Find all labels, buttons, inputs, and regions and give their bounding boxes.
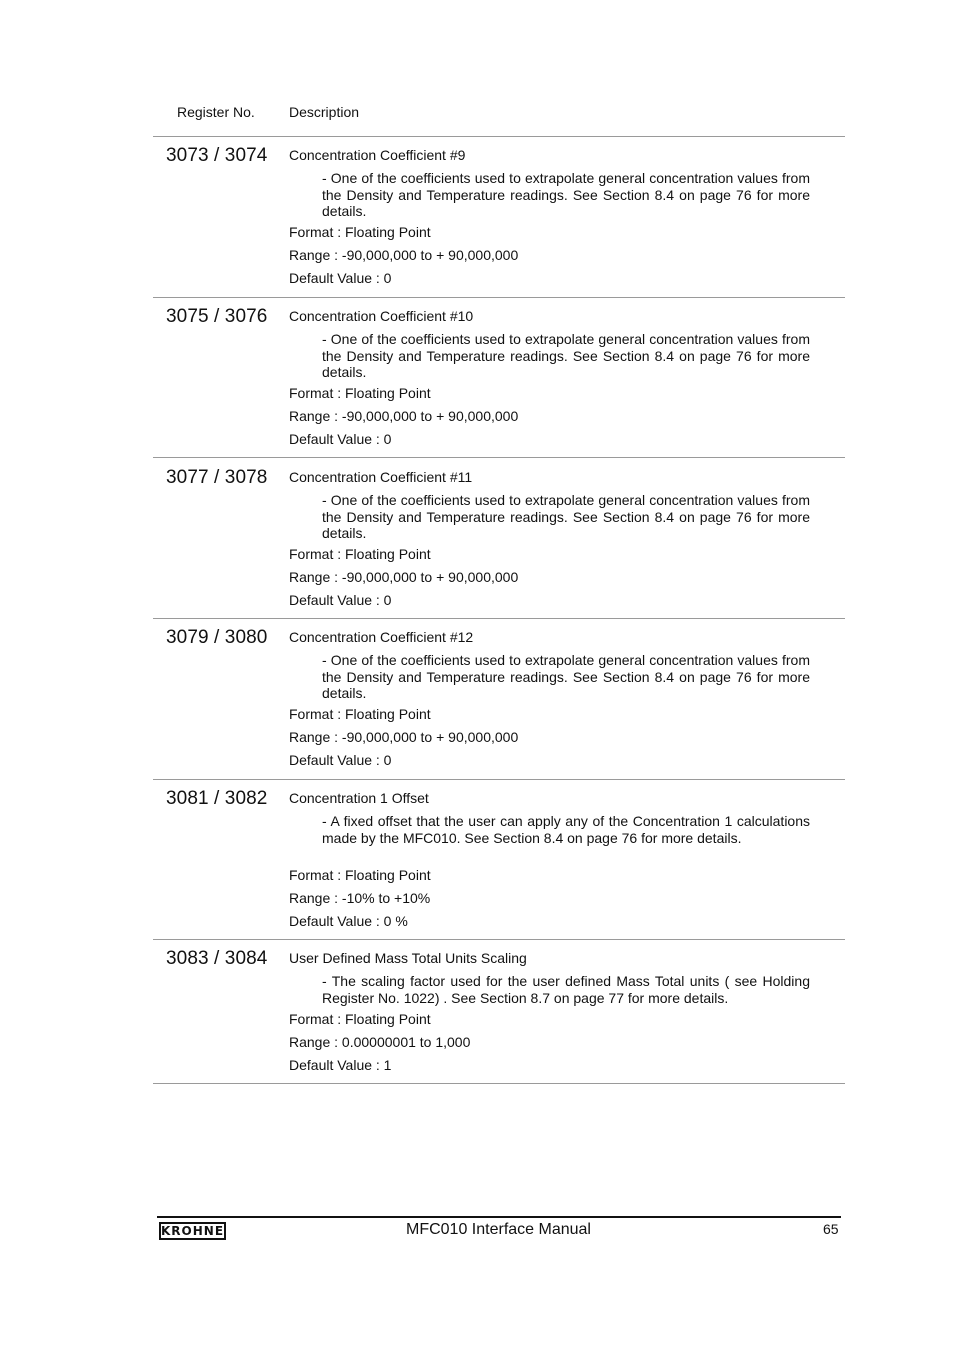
register-format: Format : Floating Point: [289, 867, 431, 883]
krohne-logo: KROHNE: [161, 1224, 225, 1238]
register-format: Format : Floating Point: [289, 224, 431, 240]
register-default: Default Value : 0: [289, 592, 392, 608]
register-number: 3083 / 3084: [166, 948, 268, 969]
register-title: Concentration Coefficient #12: [289, 629, 474, 645]
register-range: Range : -90,000,000 to + 90,000,000: [289, 569, 519, 585]
footer-divider: [157, 1216, 841, 1218]
entry-divider: [153, 618, 845, 619]
register-description: - One of the coefficients used to extrapolate general concentration values from the Density and Temperature readings. See Section 8.4 on page 76 for more details.: [322, 170, 810, 219]
register-default: Default Value : 0: [289, 752, 392, 768]
entry-divider: [153, 779, 845, 780]
register-format: Format : Floating Point: [289, 706, 431, 722]
register-format: Format : Floating Point: [289, 546, 431, 562]
entry-divider: [153, 297, 845, 298]
register-range: Range : -10% to +10%: [289, 890, 431, 906]
register-title: Concentration Coefficient #10: [289, 308, 474, 324]
register-title: Concentration 1 Offset: [289, 790, 429, 806]
register-default: Default Value : 0: [289, 270, 392, 286]
table-bottom-divider: [153, 1083, 845, 1084]
register-number: 3081 / 3082: [166, 788, 268, 809]
register-description: - One of the coefficients used to extrapolate general concentration values from the Density and Temperature readings. See Section 8.4 on page 76 for more details.: [322, 652, 810, 701]
register-range: Range : -90,000,000 to + 90,000,000: [289, 729, 519, 745]
register-default: Default Value : 0 %: [289, 913, 408, 929]
register-range: Range : 0.00000001 to 1,000: [289, 1034, 471, 1050]
register-number: 3079 / 3080: [166, 627, 268, 648]
register-default: Default Value : 0: [289, 431, 392, 447]
register-range: Range : -90,000,000 to + 90,000,000: [289, 408, 519, 424]
register-description: - One of the coefficients used to extrapolate general concentration values from the Density and Temperature readings. See Section 8.4 on page 76 for more details.: [322, 331, 810, 380]
register-description: - The scaling factor used for the user defined Mass Total units ( see Holding Register No. 1022) . See Section 8.7 on page 77 for more details.: [322, 973, 810, 1006]
header-divider: [153, 136, 845, 137]
column-header-register: Register No.: [177, 104, 255, 120]
register-default: Default Value : 1: [289, 1057, 392, 1073]
register-number: 3075 / 3076: [166, 306, 268, 327]
register-title: User Defined Mass Total Units Scaling: [289, 950, 527, 966]
column-header-description: Description: [289, 104, 360, 120]
register-description: - A fixed offset that the user can apply any of the Concentration 1 calculations made by the MFC010. See Section 8.4 on page 76 for more details.: [322, 813, 810, 846]
register-format: Format : Floating Point: [289, 385, 431, 401]
register-title: Concentration Coefficient #11: [289, 469, 473, 485]
register-number: 3073 / 3074: [166, 145, 268, 166]
entry-divider: [153, 939, 845, 940]
register-range: Range : -90,000,000 to + 90,000,000: [289, 247, 519, 263]
manual-title: MFC010 Interface Manual: [406, 1221, 591, 1238]
entry-divider: [153, 457, 845, 458]
register-title: Concentration Coefficient #9: [289, 147, 466, 163]
register-number: 3077 / 3078: [166, 467, 268, 488]
register-format: Format : Floating Point: [289, 1011, 431, 1027]
page-number: 65: [823, 1221, 839, 1237]
register-description: - One of the coefficients used to extrapolate general concentration values from the Density and Temperature readings. See Section 8.4 on page 76 for more details.: [322, 492, 810, 541]
